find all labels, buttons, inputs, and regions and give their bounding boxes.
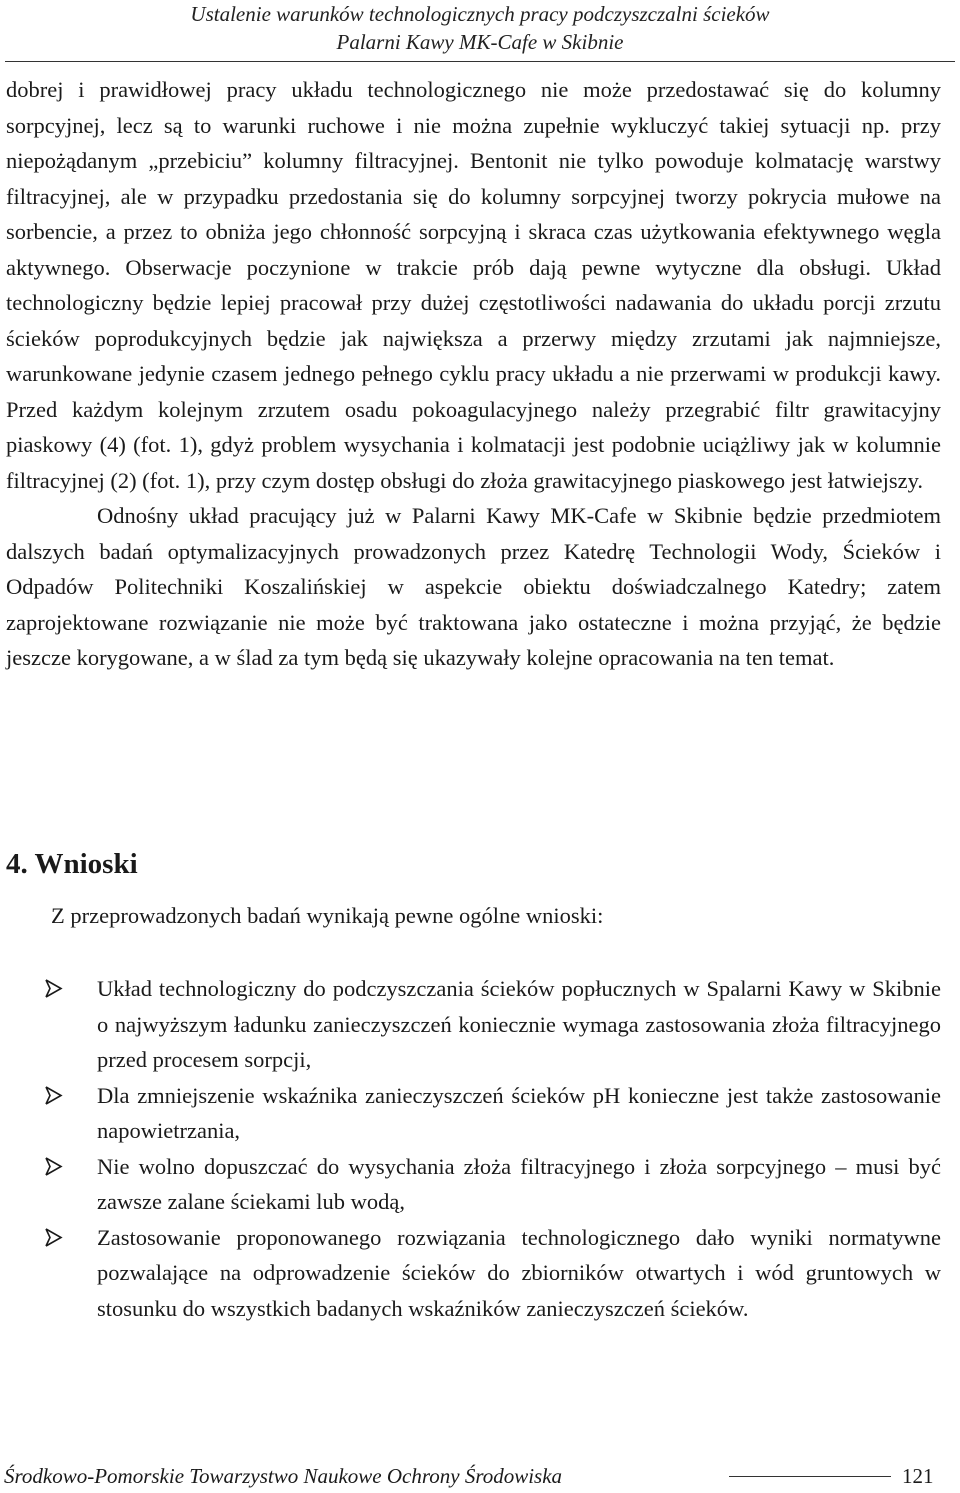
arrowhead-bullet-icon: [44, 1149, 64, 1184]
arrowhead-bullet-icon: [44, 971, 64, 1006]
running-header-line-2: Palarni Kawy MK-Cafe w Skibnie: [336, 30, 624, 54]
conclusion-item: [0, 971, 941, 1078]
header-divider: [5, 61, 955, 62]
conclusion-item: [0, 1078, 941, 1149]
paragraph-1: dobrej i prawidłowej pracy układu technologicznego nie może przedostawać się do kolumny sorpcyjnej, lecz są to warunki ruchowe i nie można zupełnie wykluczyć takiej sytuacji np. przy niepożądanym „przebiciu” kolumny filtracyjnej. Bentonit nie tylko powoduje kolmatację warstwy filtracyjnej, ale w przypadku przedostania się do kolumny sorpcyjnej tworzy pokrycia mułowe na sorbencie, a przez to obniża jego chłonność sorpcyjną i skraca czas użytkowania efektywnego węgla aktywnego. Obserwacje poczynione w trakcie prób dają pewne wytyczne dla obsługi. Układ technologiczny będzie lepiej pracował przy dużej częstotliwości nadawania do układu porcji zrzutu ścieków poprodukcyjnych będzie jak największa a przerwy między zrzutami jak najmniejsze, warunkowane jedynie czasem jednego pełnego cyklu pracy układu a nie przerwami w produkcji kawy. Przed każdym kolejnym zrzutem osadu pokoagulacyjnego należy przegrabić filtr grawitacyjny piaskowy (4) (fot. 1), gdyż problem wysychania i kolmatacji jest podobnie uciążliwy jak w kolumnie filtracyjnej (2) (fot. 1), przy czym dostęp obsługi do złoża grawitacyjnego piaskowego jest łatwiejszy.: [6, 77, 941, 493]
arrowhead-bullet-icon: [44, 1220, 64, 1255]
section-heading: 4. Wnioski: [6, 848, 138, 880]
conclusion-item: [0, 1220, 941, 1327]
paragraph-2: Odnośny układ pracujący już w Palarni Kawy MK-Cafe w Skibnie będzie przedmiotem dalszych badań optymalizacyjnych prowadzonych przez Katedrę Technologii Wody, Ścieków i Odpadów Politechniki Koszalińskiej w aspekcie obiektu doświadczalnego Katedry; zatem zaprojektowane rozwiązanie nie może być traktowana jako ostateczne i można przyjąć, że będzie jeszcze korygowane, a w ślad za tym będą się ukazywały kolejne opracowania na ten temat.: [6, 503, 941, 670]
conclusion-text: Dla zmniejszenie wskaźnika zanieczyszczeń ścieków pH konieczne jest także zastosowanie napowietrzania,: [97, 1082, 941, 1143]
conclusion-item: [0, 1149, 941, 1220]
body-text: [6, 72, 941, 676]
conclusion-text: Zastosowanie proponowanego rozwiązania technologicznego dało wyniki normatywne pozwalające na odprowadzenie ścieków do zbiorników otwartych i wód gruntowych w stosunku do wszystkich badanych wskaźników zanieczyszczeń ścieków.: [97, 1224, 941, 1321]
conclusion-text: Nie wolno dopuszczać do wysychania złoża filtracyjnego i złoża sorpcyjnego – musi być zawsze zalane ściekami lub wodą,: [97, 1153, 941, 1214]
conclusions-list: [0, 971, 941, 1326]
running-header: [0, 0, 960, 56]
conclusions-intro: Z przeprowadzonych badań wynikają pewne ogólne wnioski:: [51, 903, 604, 928]
page-number: 121: [902, 1464, 934, 1488]
footer-society-name: Środkowo-Pomorskie Towarzystwo Naukowe Ochrony Środowiska: [4, 1464, 563, 1488]
conclusion-text: Układ technologiczny do podczyszczania ścieków popłucznych w Spalarni Kawy w Skibnie o najwyższym ładunku zanieczyszczeń koniecznie wymaga zastosowania złoża filtracyjnego przed procesem sorpcji,: [97, 976, 941, 1072]
running-header-line-1: Ustalenie warunków technologicznych pracy podczyszczalni ścieków: [190, 2, 770, 26]
footer-divider: [729, 1476, 891, 1477]
arrowhead-bullet-icon: [44, 1078, 64, 1113]
